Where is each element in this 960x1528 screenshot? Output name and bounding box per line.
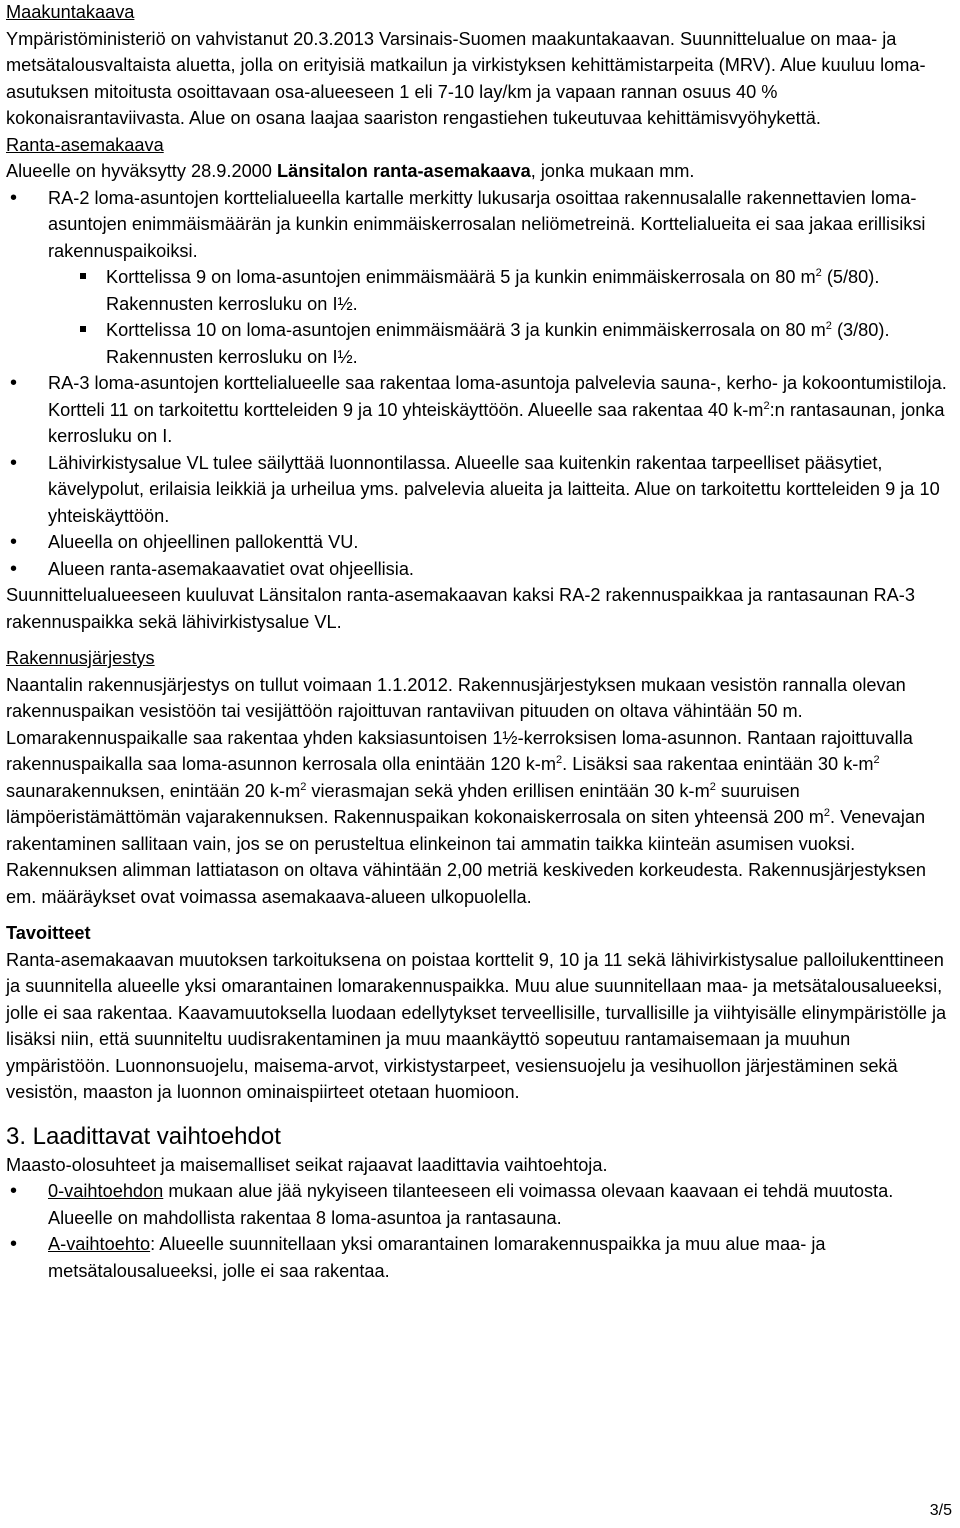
maakuntakaava-heading: Maakuntakaava xyxy=(6,2,135,22)
list-item xyxy=(6,185,950,371)
option-0-label: 0-vaihtoehdon xyxy=(48,1181,164,1201)
ranta-bullet-ra2: RA-2 loma-asuntojen korttelialueella kartalle merkitty lukusarja osoittaa rakennusalalle rakennettavien loma-asuntojen enimmäismäärän ja kunkin enimmäiskerrosalan neliömetreinä. Korttelialueita ei saa jakaa erillisiksi rakennuspaikoiksi. xyxy=(48,187,926,261)
rakennus-text-d: vierasmajan sekä yhden erillisen enintään 30 k-m xyxy=(306,780,710,801)
kortteli-sublist xyxy=(48,264,950,370)
list-item xyxy=(6,370,950,450)
superscript: 2 xyxy=(815,267,822,279)
superscript: 2 xyxy=(823,807,831,819)
ranta-bullet-ra3-end: :n rantasaunan, jonka kerrosluku on I. xyxy=(48,399,945,446)
kortteli-10-text: Korttelissa 10 on loma-asuntojen enimmäismäärä 3 ja kunkin enimmäiskerrosala on 80 m xyxy=(106,320,826,340)
option-0-text: mukaan alue jää nykyiseen tilanteeseen eli voimassa olevaan kaavaan ei tehdä muutosta. Alueelle on mahdollista rakentaa 8 loma-asuntoa ja rantasauna. xyxy=(48,1181,894,1228)
list-item xyxy=(48,264,950,317)
ranta-bullet-vu: Alueella on ohjeellinen pallokenttä VU. xyxy=(48,532,359,552)
superscript: 2 xyxy=(556,754,563,766)
ranta-bullet-roads: Alueen ranta-asemakaavatiet ovat ohjeellisia. xyxy=(48,558,414,579)
superscript: 2 xyxy=(300,780,307,793)
ranta-heading: Ranta-asemakaava xyxy=(6,134,164,155)
kortteli-9-text: Korttelissa 9 on loma-asuntojen enimmäismäärä 5 ja kunkin enimmäiskerrosala on 80 m xyxy=(106,267,816,287)
kortteli-9-text-end: (5/80). Rakennusten kerrosluku on I½. xyxy=(106,267,880,314)
rakennus-text-e: suuruisen lämpöeristämättömän vajarakennuksen. Rakennuspaikan kokonaiskerrosala on siten yhteensä 200 m xyxy=(6,780,824,827)
option-a-label: A-vaihtoehto xyxy=(48,1234,151,1254)
superscript: 2 xyxy=(873,754,880,766)
page-number: 3/5 xyxy=(929,1501,952,1519)
rakennus-paragraph-2 xyxy=(6,725,950,911)
kortteli-10-text-end: (3/80). Rakennusten kerrosluku on I½. xyxy=(106,320,890,367)
list-item xyxy=(48,317,950,370)
ranta-intro-pre: Alueelle on hyväksytty 28.9.2000 xyxy=(6,161,277,181)
tavoitteet-text: Ranta-asemakaavan muutoksen tarkoituksena on poistaa korttelit 9, 10 ja 11 sekä lähivirkistysalue palloilukenttineen ja suunnitella alueelle yksi omarantainen lomarakennuspaikka. Muu alue suunnitellaan maa- ja metsätalousalueeksi, jolle ei saa rakentaa. Kaavamuutoksella luodaan edellytykset terveellisille, turvallisille ja viihtyisälle elinympäristölle ja lisäksi niin, että suunniteltu uudisrakentaminen ja muu maankäyttö sopeutuu rantamaisemaan ja muuhun ympäristöön. Luonnonsuojelu, maisema-arvot, virkistystarpeet, vesiensuojelu ja vesihuollon järjestäminen sekä vesistön, maaston ja luonnon ominaispiirteet otetaan huomioon. xyxy=(6,949,947,1102)
list-item xyxy=(6,1178,950,1231)
list-item xyxy=(6,450,950,530)
section-3-intro: Maasto-olosuhteet ja maisemalliset seikat rajaavat laadittavia vaihtoehtoja. xyxy=(6,1154,608,1175)
rakennus-heading: Rakennusjärjestys xyxy=(6,648,155,668)
superscript: 2 xyxy=(709,780,716,793)
list-item xyxy=(6,1231,950,1284)
vaihtoehdot-list xyxy=(6,1178,950,1284)
rakennus-text-a: Lomarakennuspaikalle saa rakentaa yhden kaksiasuntoisen 1½-kerroksisen loma-asunnon. Rantaan rajoittuvalla rakennuspaikalla saa loma-asunnon kerrosala olla enintään 120 k-m xyxy=(6,727,913,774)
list-item xyxy=(6,556,950,583)
rakennus-text-f: . Venevajan rakentaminen sallitaan vain, jos se on perusteltua elinkeinon tai ammatin taikka kiinteän asumisen vuoksi. Rakennuksen alimman lattiatason on oltava vähintään 2,00 metriä keskiveden korkeudesta. Rakennusjärjestyksen em. määräykset ovat voimassa asemakaava-alueen ulkopuolella. xyxy=(6,807,927,907)
ranta-bullet-list xyxy=(6,185,950,583)
ranta-bullet-ra3: RA-3 loma-asuntojen korttelialueelle saa rakentaa loma-asuntoja palvelevia sauna-, kerho- ja kokoontumistiloja. Kortteli 11 on tarkoitettu kortteleiden 9 ja 10 yhteiskäyttöön. Alueelle saa rakentaa 40 k-m xyxy=(48,373,947,420)
ranta-intro xyxy=(6,158,950,185)
document-page xyxy=(6,0,950,1284)
tavoitteet-heading: Tavoitteet xyxy=(6,923,91,943)
list-item xyxy=(6,529,950,556)
rakennus-text-b: . Lisäksi saa rakentaa enintään 30 k-m xyxy=(562,754,874,774)
section-3-heading: 3. Laadittavat vaihtoehdot xyxy=(6,1122,281,1150)
ranta-bullet-vl: Lähivirkistysalue VL tulee säilyttää luonnontilassa. Alueelle saa kuitenkin rakentaa tarpeelliset pääsytiet, kävelypolut, erilaisia leikkiä ja urheilua yms. palvelevia alueita ja laitteita. Alue on tarkoitettu kortteleiden 9 ja 10 yhteiskäyttöön. xyxy=(48,452,940,526)
ranta-intro-post: , jonka mukaan mm. xyxy=(530,161,695,181)
rakennus-text-c: saunarakennuksen, enintään 20 k-m xyxy=(6,780,301,801)
superscript: 2 xyxy=(763,399,770,412)
superscript: 2 xyxy=(825,320,832,332)
ranta-summary: Suunnittelualueeseen kuuluvat Länsitalon ranta-asemakaavan kaksi RA-2 rakennuspaikkaa ja rantasaunan RA-3 rakennuspaikka sekä lähivirkistysalue VL. xyxy=(6,585,915,632)
rakennus-paragraph-1: Naantalin rakennusjärjestys on tullut voimaan 1.1.2012. Rakennusjärjestyksen mukaan vesistön rannalla olevan rakennuspaikan vesistöön tai vesijättöön rajoittuvan rantaviivan pituuden on oltava vähintään 50 m. xyxy=(6,674,906,721)
maakuntakaava-text: Ympäristöministeriö on vahvistanut 20.3.2013 Varsinais-Suomen maakuntakaavan. Suunnittelualue on maa- ja metsätalousvaltaista aluetta, jolla on erityisiä matkailun ja virkistyksen kehittämistarpeita (MRV). Alue kuuluu loma-asutuksen mitoitusta osoittavaan osa-alueeseen 1 eli 7-10 lay/km ja vapaan rannan osuus 40 % kokonaisrantaviivasta. Alue on osana laajaa saariston rengastiehen tukeutuvaa kehittämisvyöhykettä. xyxy=(6,28,926,128)
option-a-text: : Alueelle suunnitellaan yksi omarantainen lomarakennuspaikka ja muu alue maa- ja metsätalousalueeksi, jolle ei saa rakentaa. xyxy=(48,1234,826,1281)
ranta-plan-name: Länsitalon ranta-asemakaava xyxy=(276,161,531,181)
